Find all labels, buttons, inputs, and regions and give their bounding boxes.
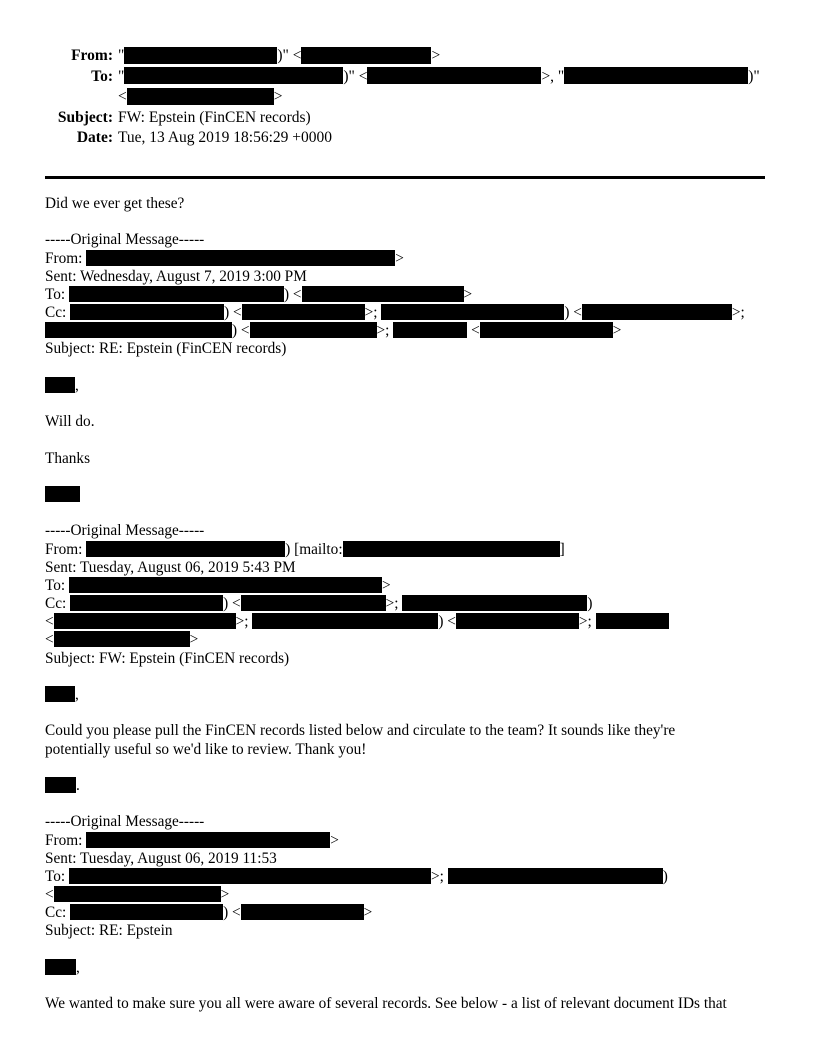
text-segment: ) <: [564, 304, 582, 322]
email-line: [45, 195, 776, 213]
text-segment: FW: Epstein (FinCEN records): [118, 108, 311, 126]
redaction-box: [480, 322, 613, 338]
redaction-box: [301, 47, 431, 64]
redaction-box: [69, 577, 382, 593]
text-segment: >: [363, 904, 373, 922]
email-line: [45, 886, 776, 904]
email-line: [45, 850, 776, 868]
text-segment: ) [mailto:: [285, 540, 343, 558]
text-segment: Sent: Wednesday, August 7, 2019 3:00 PM: [45, 267, 307, 285]
redaction-box: [70, 595, 223, 611]
text-segment: >: [382, 576, 391, 594]
text-segment: Cc:: [45, 595, 71, 613]
redaction-box: [241, 904, 364, 920]
text-segment: -----Original Message-----: [45, 813, 205, 831]
email-body: [45, 195, 776, 1013]
text-segment: ) <: [223, 904, 241, 922]
text-segment: >;: [376, 322, 394, 340]
text-segment: ) <: [223, 595, 241, 613]
redaction-box: [45, 322, 232, 338]
text-segment: ) <: [284, 285, 302, 303]
email-line: [45, 522, 776, 540]
redaction-box: [70, 304, 224, 320]
redaction-box: [45, 777, 76, 793]
text-segment: potentially useful so we'd like to review. Thank you!: [45, 740, 367, 758]
text-segment: We wanted to make sure you all were aware of several records. See below - a list of relevant document IDs that: [45, 995, 727, 1013]
email-line: [45, 250, 776, 268]
text-segment: ) <: [224, 304, 242, 322]
text-segment: Subject: RE: Epstein (FinCEN records): [45, 340, 287, 358]
email-line: [45, 704, 776, 722]
redaction-box: [596, 613, 669, 629]
text-segment: >: [395, 249, 404, 267]
text-segment: >;: [385, 595, 403, 613]
text-segment: >;: [364, 304, 382, 322]
email-line: [45, 631, 776, 649]
text-segment: Sent: Tuesday, August 06, 2019 11:53: [45, 849, 277, 867]
header-divider: [45, 176, 765, 179]
text-segment: >;: [578, 613, 596, 631]
redaction-box: [54, 886, 221, 902]
text-segment: ,: [75, 376, 79, 394]
header-field-label: To:: [91, 67, 113, 85]
email-line: [45, 377, 776, 395]
redaction-box: [45, 686, 75, 702]
redaction-box: [45, 959, 76, 975]
redaction-box: [343, 541, 560, 557]
redaction-box: [45, 486, 80, 502]
text-segment: To:: [45, 285, 69, 303]
text-segment: <: [118, 88, 127, 106]
text-segment: From:: [45, 831, 87, 849]
header-row: [40, 67, 816, 108]
text-segment: ) <: [438, 613, 456, 631]
text-segment: )" <: [277, 47, 302, 64]
text-segment: Cc:: [45, 904, 71, 922]
redaction-box: [381, 304, 564, 320]
email-line: [45, 322, 776, 340]
email-line: [45, 286, 776, 304]
text-segment: >;: [431, 867, 448, 885]
redaction-box: [124, 47, 277, 64]
email-line: [45, 795, 776, 813]
email-line: [45, 904, 776, 922]
email-line: [45, 832, 776, 850]
text-segment: ": [118, 47, 125, 64]
email-line: [45, 468, 776, 486]
email-line: [45, 813, 776, 831]
redaction-box: [69, 286, 284, 302]
redaction-box: [456, 613, 579, 629]
text-segment: Sent: Tuesday, August 06, 2019 5:43 PM: [45, 558, 296, 576]
email-line: [45, 868, 776, 886]
text-segment: From:: [45, 249, 87, 267]
email-line: [45, 359, 776, 377]
email-line: [45, 268, 776, 286]
redaction-box: [252, 613, 438, 629]
text-segment: To:: [45, 576, 69, 594]
email-line: [45, 340, 776, 358]
text-segment: Will do.: [45, 413, 95, 431]
redaction-box: [54, 631, 190, 647]
text-segment: -----Original Message-----: [45, 522, 205, 540]
email-line: [45, 559, 776, 577]
email-line: [45, 395, 776, 413]
redaction-box: [582, 304, 732, 320]
email-line: [45, 595, 776, 613]
redaction-box: [564, 67, 748, 84]
text-segment: >: [612, 322, 622, 340]
redaction-box: [86, 541, 285, 557]
text-segment: )": [748, 67, 760, 85]
text-segment: ): [587, 595, 593, 613]
text-segment: )" <: [343, 67, 368, 85]
text-segment: ) <: [232, 322, 250, 340]
text-segment: Thanks: [45, 449, 91, 467]
redaction-box: [86, 250, 395, 266]
email-line: [45, 941, 776, 959]
header-field-label: From:: [71, 47, 113, 64]
email-line: [45, 759, 776, 777]
email-line: [45, 504, 776, 522]
text-segment: >: [189, 631, 199, 649]
text-segment: Cc:: [45, 304, 71, 322]
email-line: [45, 431, 776, 449]
email-line: [45, 213, 776, 231]
email-line: [45, 577, 776, 595]
header-field-value: [113, 46, 440, 67]
text-segment: Subject: RE: Epstein: [45, 922, 173, 940]
text-segment: ): [662, 867, 668, 885]
redaction-box: [241, 595, 386, 611]
text-segment: -----Original Message-----: [45, 231, 205, 249]
text-segment: Could you please pull the FinCEN records listed below and circulate to the team? It sounds like they're: [45, 722, 676, 740]
text-segment: >: [220, 886, 230, 904]
email-line: [45, 231, 776, 249]
email-header: [0, 0, 816, 149]
text-segment: ,: [76, 958, 80, 976]
redaction-box: [45, 377, 75, 393]
header-field-label: Date:: [76, 129, 113, 147]
header-row: [40, 108, 816, 129]
email-line: [45, 722, 776, 740]
header-field-value: [113, 67, 760, 108]
text-segment: To:: [45, 867, 69, 885]
text-segment: ,: [75, 686, 79, 704]
text-segment: Did we ever get these?: [45, 194, 185, 212]
email-line: [45, 741, 776, 759]
text-segment: >: [330, 831, 339, 849]
email-line: [45, 668, 776, 686]
text-segment: <: [467, 322, 480, 340]
email-line: [45, 650, 776, 668]
email-line: [45, 777, 776, 795]
text-segment: From:: [45, 540, 87, 558]
email-line: [45, 304, 776, 322]
email-line: [45, 977, 776, 995]
text-segment: >: [431, 47, 441, 64]
redaction-box: [250, 322, 377, 338]
header-field-value: [113, 128, 332, 149]
redaction-box: [127, 88, 274, 105]
redaction-box: [448, 868, 663, 884]
header-row: [40, 128, 816, 149]
redaction-box: [302, 286, 464, 302]
redaction-box: [86, 832, 330, 848]
text-segment: .: [76, 776, 80, 794]
email-line: [45, 995, 776, 1013]
redaction-box: [69, 868, 431, 884]
redaction-box: [367, 67, 541, 84]
text-segment: >, ": [541, 67, 565, 85]
header-field-value: [113, 108, 311, 129]
text-segment: <: [45, 631, 54, 649]
header-row: [40, 46, 816, 67]
text-segment: <: [45, 613, 54, 631]
email-line: [45, 959, 776, 977]
redaction-box: [70, 904, 223, 920]
email-line: [45, 686, 776, 704]
text-segment: >;: [235, 613, 253, 631]
text-segment: >;: [731, 304, 745, 322]
header-field-label: Subject:: [57, 108, 113, 126]
email-line: [45, 613, 776, 631]
redaction-box: [242, 304, 365, 320]
email-line: [45, 413, 776, 431]
email-line: [45, 541, 776, 559]
redaction-box: [393, 322, 467, 338]
email-line: [45, 922, 776, 940]
text-segment: Subject: FW: Epstein (FinCEN records): [45, 649, 290, 667]
text-segment: Tue, 13 Aug 2019 18:56:29 +0000: [118, 129, 332, 147]
redaction-box: [54, 613, 236, 629]
text-segment: <: [45, 886, 54, 904]
email-line: [45, 486, 776, 504]
text-segment: >: [463, 285, 473, 303]
text-segment: ": [118, 67, 125, 85]
redaction-box: [124, 67, 343, 84]
text-segment: >: [273, 88, 283, 106]
redaction-box: [402, 595, 587, 611]
email-line: [45, 450, 776, 468]
text-segment: ]: [559, 540, 565, 558]
